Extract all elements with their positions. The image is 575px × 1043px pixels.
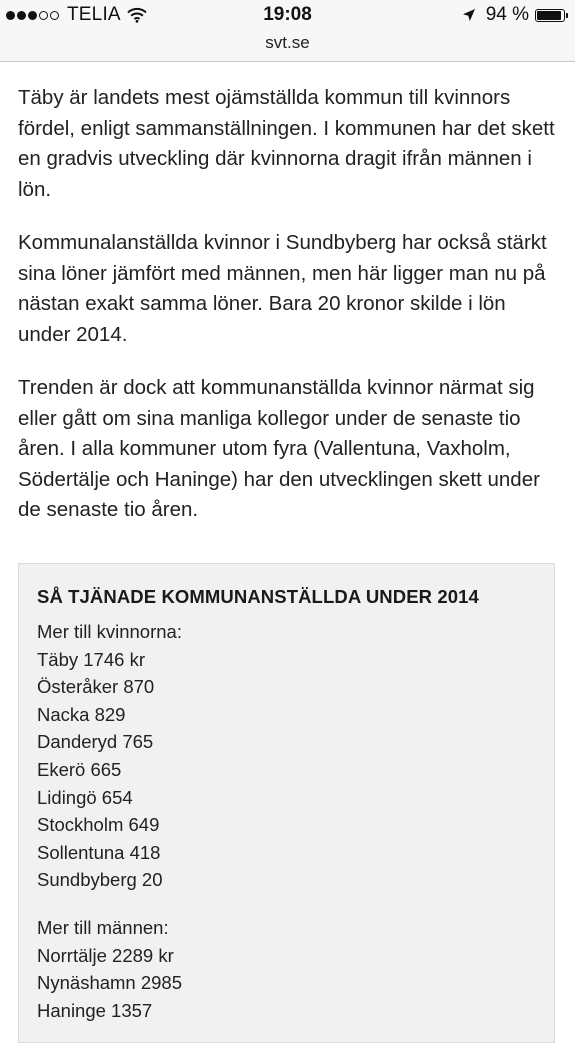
article-paragraph: Täby är landets mest ojämställda kommun till kvinnors fördel, enligt sammanställningen. I kommunen har det skett en gradvis utveckling där kvinnorna dragit ifrån männen i lön. <box>18 86 555 201</box>
list-item: Haninge 1357 <box>37 999 153 1021</box>
list-item: Norrtälje 2289 kr <box>37 944 174 966</box>
battery-level-fill <box>537 11 561 20</box>
location-arrow-icon <box>462 8 476 22</box>
fact-box <box>18 563 555 1043</box>
status-right <box>462 4 565 26</box>
article-body <box>18 83 558 549</box>
list-item: Lidingö 654 <box>37 786 133 808</box>
list-item: Stockholm 649 <box>37 814 160 836</box>
article-paragraph: Trenden är dock att kommunanställda kvinnor närmat sig eller gått om sina manliga kollegor under de senaste tio åren. I alla kommuner utom fyra (Vallentuna, Vaxholm, Södertälje och Haninge) har den utvecklingen skett under de senaste tio åren. <box>18 376 540 521</box>
list-spacer <box>37 894 536 914</box>
list-item: Sollentuna 418 <box>37 841 161 863</box>
status-bar <box>0 0 575 32</box>
article-paragraph: Kommunalanställda kvinnor i Sundbyberg har också stärkt sina löner jämfört med männen, men här ligger man nu på nästan exakt samma löner. Bara 20 kronor skilde i lön under 2014. <box>18 231 547 346</box>
list-item: Nacka 829 <box>37 703 126 725</box>
women-heading: Mer till kvinnorna: <box>37 621 182 642</box>
fact-box-title: SÅ TJÄNADE KOMMUNANSTÄLLDA UNDER 2014 <box>37 586 479 607</box>
list-item: Ekerö 665 <box>37 758 122 780</box>
list-item: Täby 1746 kr <box>37 648 145 670</box>
status-time: 19:08 <box>263 4 312 25</box>
list-item: Nynäshamn 2985 <box>37 972 183 994</box>
list-item: Sundbyberg 20 <box>37 869 163 891</box>
address-bar[interactable]: svt.se <box>0 32 575 62</box>
carrier-name: TELIA <box>67 4 121 25</box>
men-heading: Mer till männen: <box>37 916 169 938</box>
battery-percentage: 94 % <box>485 4 529 25</box>
battery-icon <box>535 9 565 22</box>
list-item: Danderyd 765 <box>37 731 154 753</box>
list-item: Österåker 870 <box>37 676 155 698</box>
